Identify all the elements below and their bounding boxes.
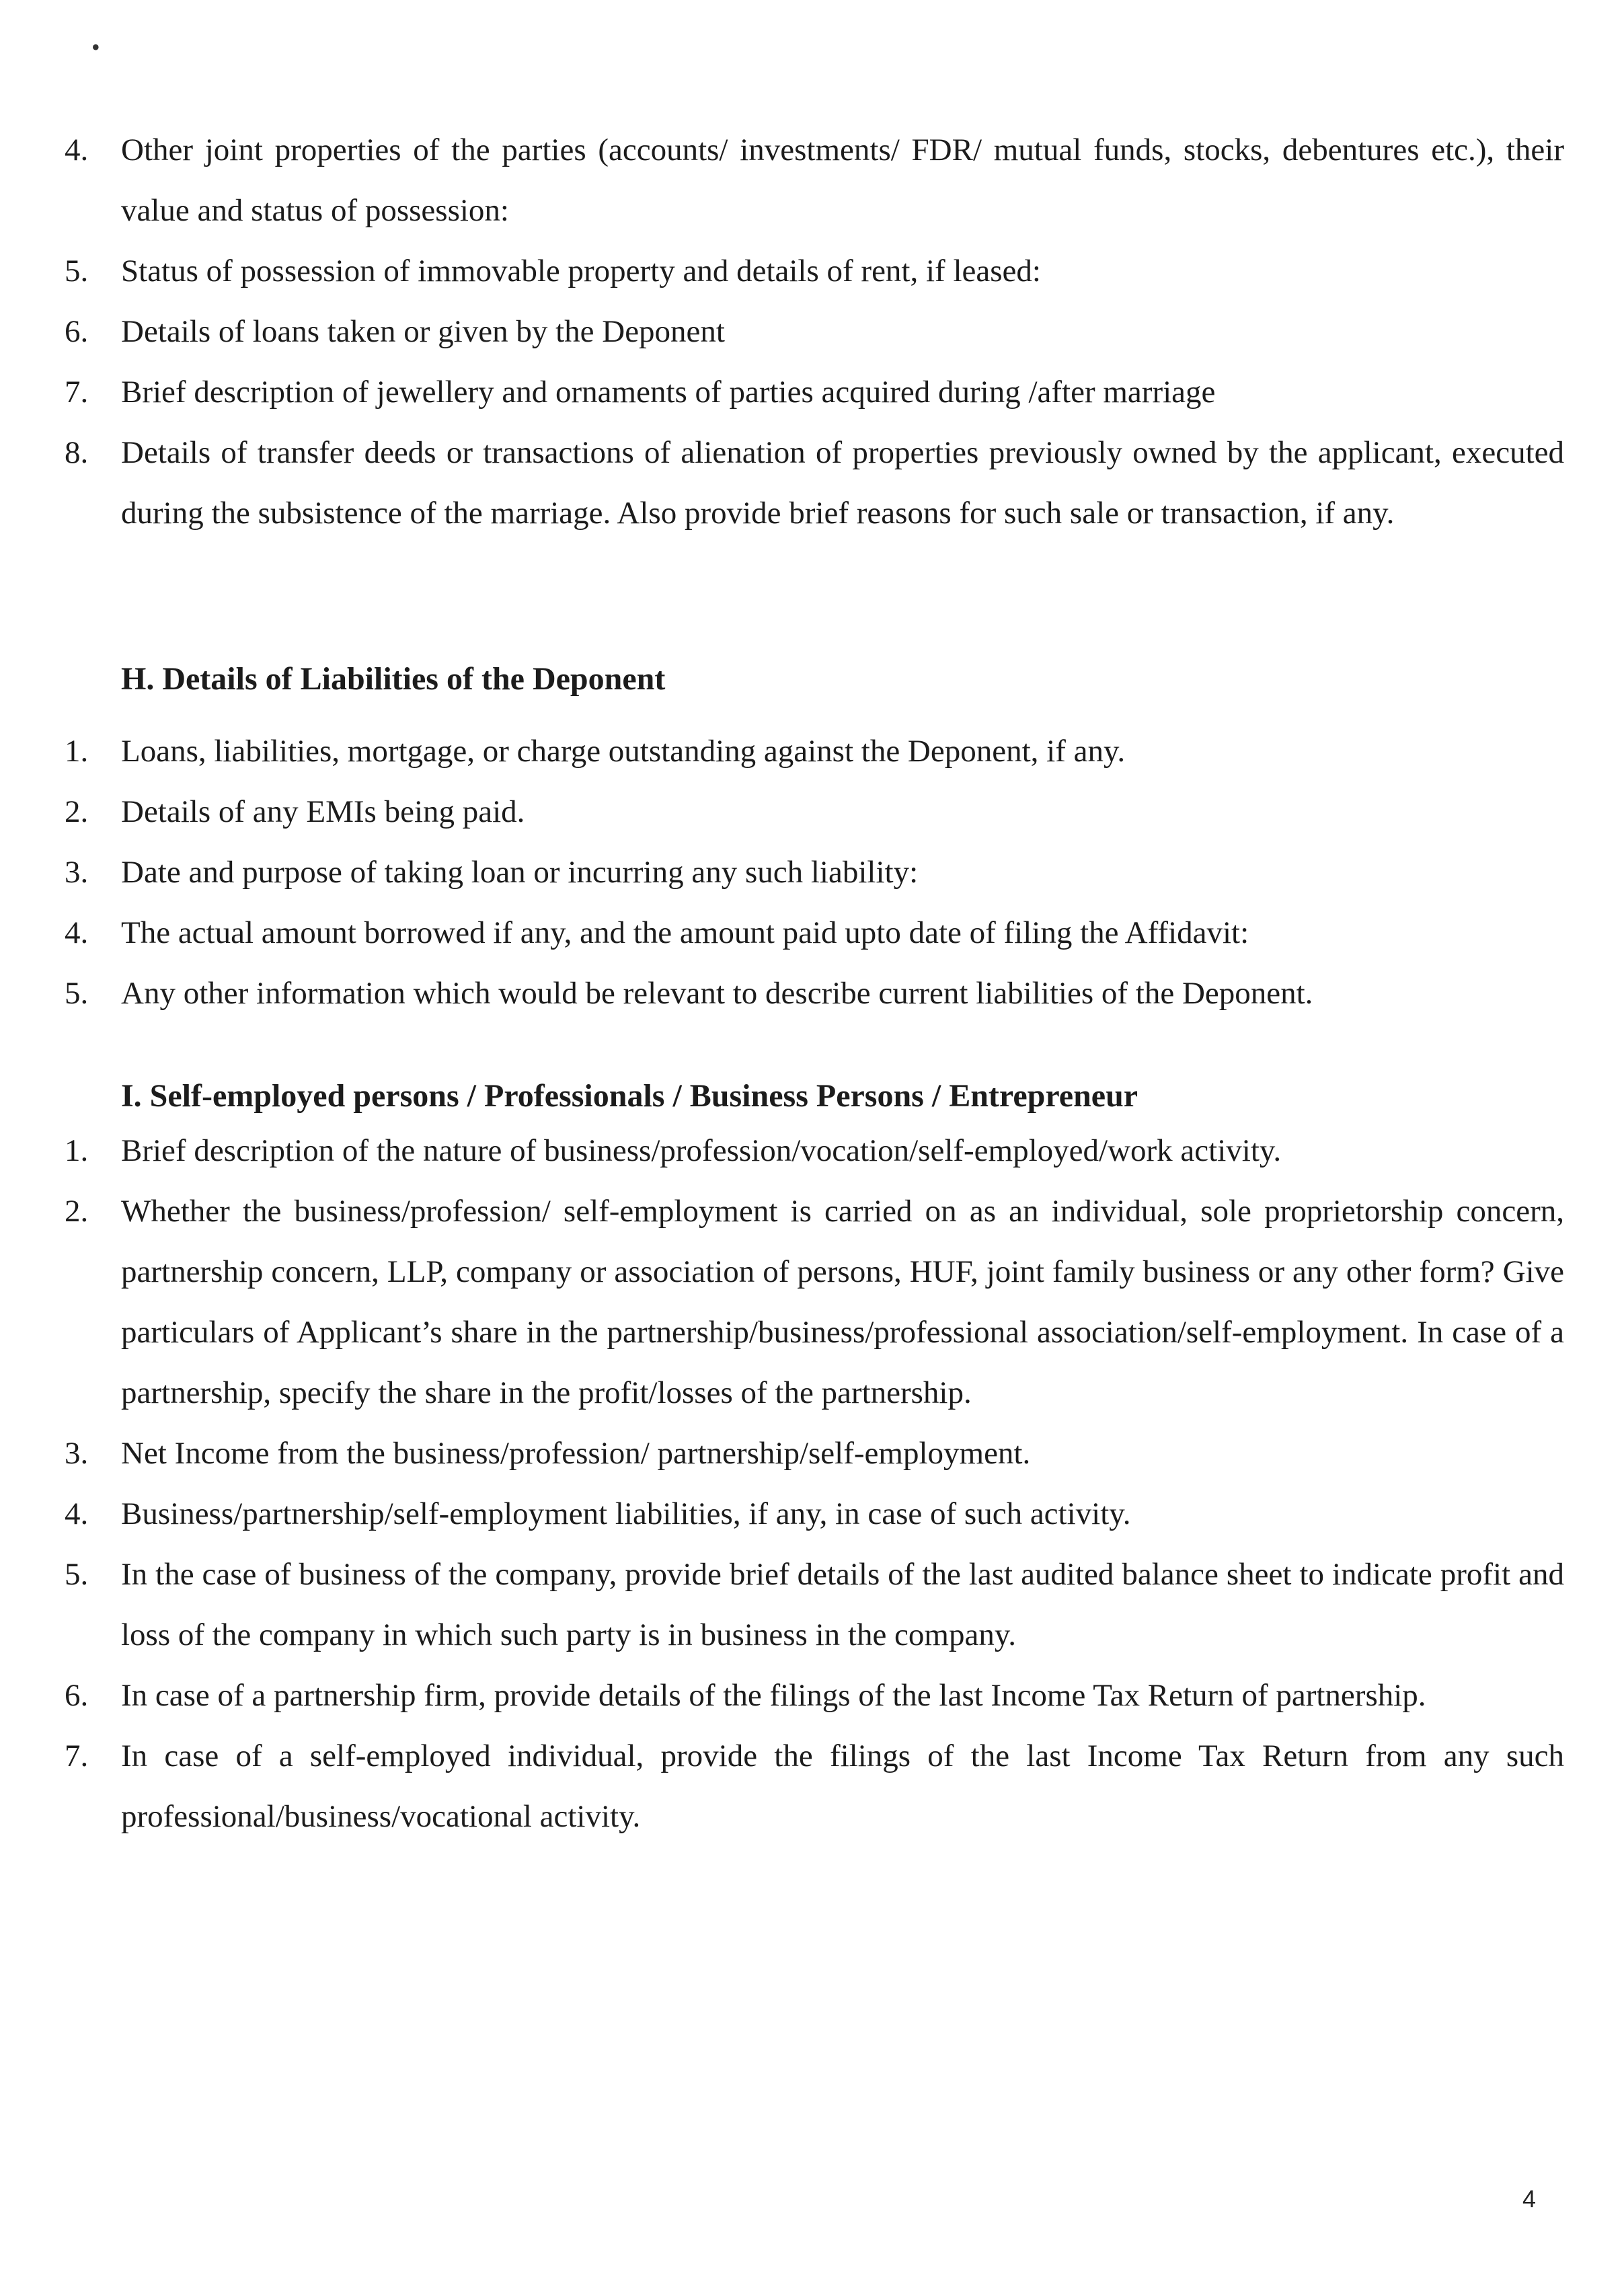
item-number: 5.	[65, 1557, 89, 1592]
item-text: The actual amount borrowed if any, and the amount paid upto date of filing the Affidavit:	[121, 915, 1249, 950]
list-item	[65, 903, 1564, 963]
item-text: Business/partnership/self-employment liabilities, if any, in case of such activity.	[121, 1496, 1131, 1531]
section-i-heading: I. Self-employed persons / Professionals / Business Persons / Entrepreneur	[121, 1078, 1138, 1114]
item-text: Any other information which would be relevant to describe current liabilities of the Deponent.	[121, 976, 1313, 1011]
item-text: In case of a self-employed individual, provide the filings of the last Income Tax Return from any such professional/business/vocational activity.	[121, 1738, 1564, 1834]
page-number: 4	[1522, 2185, 1537, 2213]
list-item	[65, 1181, 1564, 1423]
item-number: 7.	[65, 375, 89, 410]
item-text: Brief description of jewellery and ornaments of parties acquired during /after marriage	[121, 375, 1216, 410]
item-number: 5.	[65, 254, 89, 289]
item-text: Status of possession of immovable property and details of rent, if leased:	[121, 254, 1041, 289]
item-text: Details of loans taken or given by the Deponent	[121, 314, 725, 349]
scan-mark: •	[91, 34, 100, 61]
item-number: 3.	[65, 1436, 89, 1471]
item-text: Whether the business/profession/ self-employment is carried on as an individual, sole proprietorship concern, partnership concern, LLP, company or association of persons, HUF, joint family business or any other form? Give particulars of Applicant’s share in the partnership/business/professional association/self-employment. In case of a partnership, specify the share in the profit/losses of the partnership.	[121, 1194, 1564, 1410]
item-number: 1.	[65, 1133, 89, 1168]
item-number: 2.	[65, 1194, 89, 1229]
item-number: 5.	[65, 976, 89, 1011]
item-text: Details of transfer deeds or transactions of alienation of properties previously owned by the applicant, executed during the subsistence of the marriage. Also provide brief reasons for such sale or transaction, if any.	[121, 435, 1564, 531]
item-number: 4.	[65, 915, 89, 950]
section-h-list	[65, 721, 1564, 1024]
list-item	[65, 362, 1564, 422]
item-number: 6.	[65, 1678, 89, 1713]
item-number: 4.	[65, 1496, 89, 1531]
list-item	[65, 1726, 1564, 1847]
item-text: In the case of business of the company, provide brief details of the last audited balance sheet to indicate profit and loss of the company in which such party is in business in the company.	[121, 1557, 1564, 1652]
item-text: Loans, liabilities, mortgage, or charge outstanding against the Deponent, if any.	[121, 734, 1126, 769]
section-h-heading: H. Details of Liabilities of the Deponent	[121, 661, 666, 697]
item-text: Date and purpose of taking loan or incurring any such liability:	[121, 855, 919, 890]
list-item	[65, 963, 1564, 1024]
item-text: Net Income from the business/profession/ partnership/self-employment.	[121, 1436, 1031, 1471]
list-item	[65, 1120, 1564, 1181]
item-number: 3.	[65, 855, 89, 890]
list-item	[65, 422, 1564, 543]
item-text: Other joint properties of the parties (accounts/ investments/ FDR/ mutual funds, stocks, debentures etc.), their value and status of possession:	[121, 132, 1564, 228]
list-item	[65, 1484, 1564, 1544]
item-number: 6.	[65, 314, 89, 349]
item-number: 7.	[65, 1738, 89, 1773]
item-text: Details of any EMIs being paid.	[121, 794, 525, 829]
list-item	[65, 842, 1564, 903]
list-item	[65, 301, 1564, 362]
section-g-list	[65, 120, 1564, 543]
item-number: 8.	[65, 435, 89, 470]
list-item	[65, 1665, 1564, 1726]
item-number: 1.	[65, 734, 89, 769]
list-item	[65, 1544, 1564, 1665]
item-number: 2.	[65, 794, 89, 829]
list-item	[65, 1423, 1564, 1484]
item-text: In case of a partnership firm, provide details of the filings of the last Income Tax Return of partnership.	[121, 1678, 1426, 1713]
item-number: 4.	[65, 132, 89, 167]
item-text: Brief description of the nature of business/profession/vocation/self-employed/work activity.	[121, 1133, 1282, 1168]
list-item	[65, 241, 1564, 301]
list-item	[65, 721, 1564, 781]
list-item	[65, 120, 1564, 241]
section-i-list	[65, 1120, 1564, 1847]
list-item	[65, 781, 1564, 842]
